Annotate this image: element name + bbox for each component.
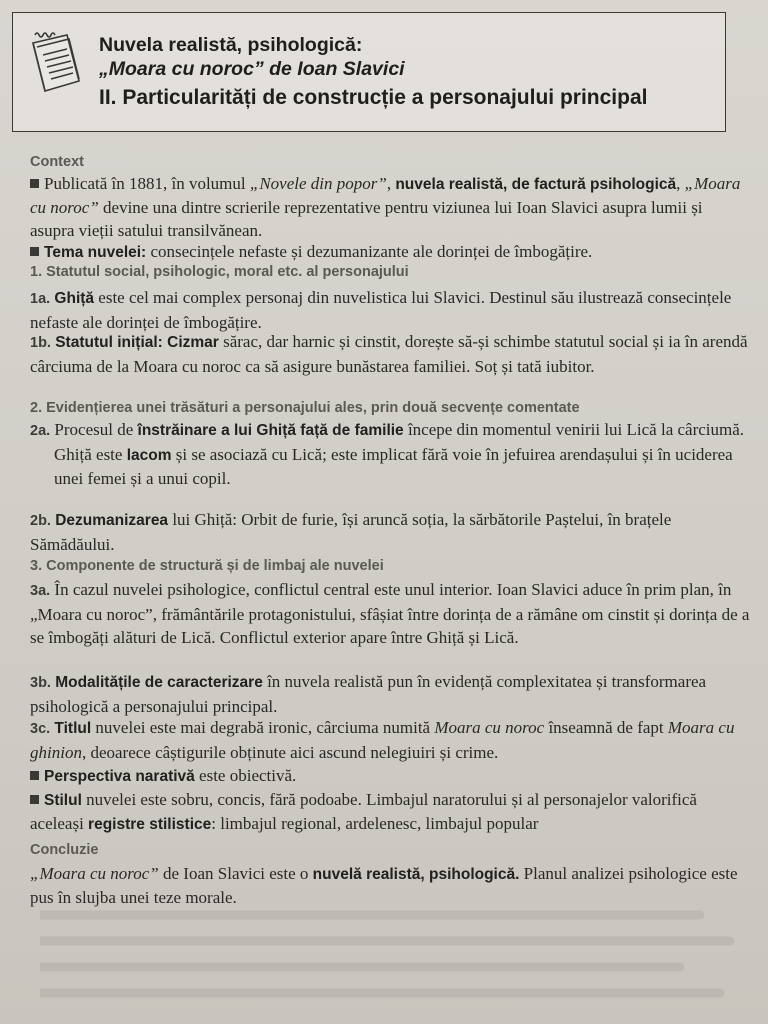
italic-term: Moara cu noroc [434,718,545,737]
title-line-1: Nuvela realistă, psihologică: [99,34,363,56]
item-label: 1b. [30,335,51,351]
conclusion-heading: Concluzie [30,842,99,858]
item-label: 1a. [30,291,51,307]
item-3d [30,764,750,788]
bold-term: lacom [126,447,172,464]
context-bold-text: nuvela realistă, de factură psihologică [395,176,677,193]
title-line-2: „Moara cu noroc” de Ioan Slavici [99,58,405,80]
context-volume-title: „Novele din popor” [249,174,387,193]
title-line-3: II. Particularități de construcție a personajului principal [99,86,648,109]
item-text: este obiectivă. [194,766,297,785]
bold-term: Ghiță [54,290,95,307]
item-text: Procesul de [54,420,138,439]
bold-term: Stilul [44,792,82,809]
bold-term: înstrăinare a lui Ghiță față de familie [137,422,404,439]
item-label: 3a. [30,583,51,599]
bold-term: nuvelă realistă, psihologică. [312,866,520,883]
item-1a [30,286,750,334]
context-paragraph-1 [30,172,750,242]
theme-label: Tema nuvelei: [44,244,147,261]
item-text: , deoarece câștigurile obținute aici ascund nelegiuiri și crime. [81,743,499,762]
bullet-square-icon [30,247,39,256]
bold-term: Perspectiva narativă [44,768,195,785]
item-text: Ghiță este [54,445,127,464]
item-text: sărac, dar harnic și cinstit, dorește să-și schimbe statutul social și ia în arendă cârciuma de la Moara cu noroc ca să asigure bunăstarea familiei. Soț și tată iubitor. [30,332,748,376]
item-text: : limbajul regional, ardelenesc, limbajul popular [211,814,539,833]
bullet-square-icon [30,795,39,804]
context-text: devine una dintre scrierile reprezentative pentru viziunea lui Ioan Slavici asupra lumii și asupra vieții satului transilvănean. [30,198,703,240]
item-2a [30,418,750,490]
bold-term: Modalitățile de caracterizare [55,674,263,691]
context-text: , [386,174,396,193]
italic-term: Moara cu ghinion [30,718,735,762]
show-through-texture [40,885,740,1015]
conclusion-text: de Ioan Slavici este o [158,864,313,883]
title-block [99,33,719,115]
section-1-heading: 1. Statutul social, psihologic, moral etc. al personajului [30,264,409,280]
item-3e [30,788,750,836]
bullet-square-icon [30,771,39,780]
bold-term: registre stilistice [88,816,212,833]
item-3b [30,670,750,718]
section-2-heading: 2. Evidențierea unei trăsături a personajului ales, prin două secvențe comentate [30,400,580,416]
item-text: în nuvela realistă pun în evidență complexitatea și transformarea psihologică a personajului principal. [30,672,707,716]
conclusion-text: Planul analizei psihologice este pus în slujba unei teze morale. [30,864,738,907]
item-2a-continuation [30,443,750,490]
context-heading: Context [30,154,84,170]
bold-term: Statutul inițial: Cizmar [55,334,219,351]
bold-term: Dezumanizarea [55,512,169,529]
item-text: lui Ghiță: Orbit de furie, își aruncă soția, la sărbătorile Paștelui, în brațele Sămădăului. [30,510,672,554]
section-3-heading: 3. Componente de structură și de limbaj ale nuvelei [30,558,384,574]
item-label: 2a. [30,423,51,439]
title-box [12,12,726,132]
context-text: Publicată în 1881, în volumul [44,174,250,193]
item-3c [30,716,750,764]
item-text: nuvelei este sobru, concis, fără podoabe. Limbajul naratorului și al personajelor valorifică aceleași [30,790,697,833]
theme-text: consecințele nefaste și dezumanizante ale dorinței de îmbogățire. [146,242,593,261]
context-paragraph-2 [30,240,750,264]
item-text: începe din momentul venirii lui Lică la cârciumă. [403,420,745,439]
context-text: , [676,174,685,193]
bold-term: Titlul [54,720,92,737]
item-1b [30,330,750,378]
item-text: În cazul nuvelei psihologice, conflictul central este unul interior. Ioan Slavici aduce în prim plan, în „Moara cu noroc”, frământările protagonistului, sfâșiat între dorința de a rămâne om cinstit și dorința de a se îmbogăți alături de Lică. Conflictul exterior apare între Ghiță și Lică. [30,580,750,647]
item-text: este cel mai complex personaj din nuvelistica lui Slavici. Destinul său ilustrează consecințele nefaste ale dorinței de îmbogățire. [30,288,732,332]
item-text: înseamnă de fapt [544,718,668,737]
item-label: 3b. [30,675,51,691]
item-label: 3c. [30,721,51,737]
novel-title: „Moara cu noroc” [30,864,159,883]
item-text: și se asociază cu Lică; este implicat fără voie în jefuirea arendașului și în uciderea unei femei și a unui copil. [54,445,733,488]
book-icon [27,29,85,95]
item-2b [30,508,750,556]
bullet-square-icon [30,179,39,188]
item-text: nuvelei este mai degrabă ironic, cârciuma numită [91,718,435,737]
item-3a [30,578,750,649]
context-novel-title: „Moara cu noroc” [30,174,741,217]
item-label: 2b. [30,513,51,529]
